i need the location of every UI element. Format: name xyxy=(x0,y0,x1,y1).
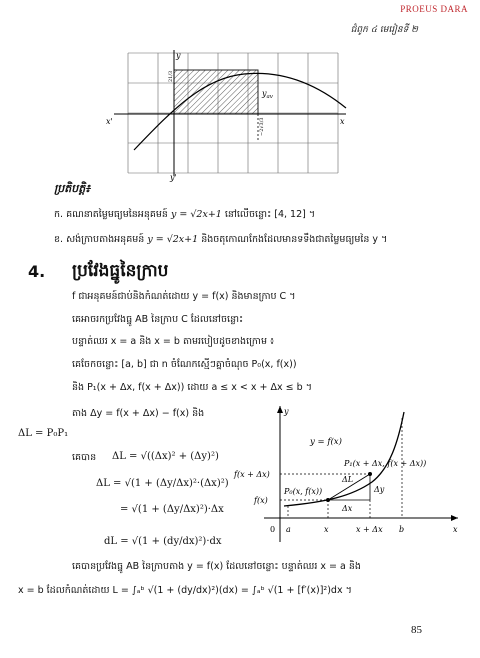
fig-tick-right: −2√3/3 xyxy=(259,117,265,136)
exercise-item-2 xyxy=(54,233,387,247)
average-rectangle xyxy=(174,70,258,114)
rf-label-origin: 0 xyxy=(270,525,276,534)
eq-dl-definition: ΔL = P₀P₁ xyxy=(18,428,69,439)
exercise-text-after: នៅលើចន្លោះ [4, 12] ។ xyxy=(224,209,316,220)
average-value-figure xyxy=(106,48,354,182)
body-line: តាង Δy = f(x + Δx) − f(x) និង xyxy=(72,408,205,419)
fig-label-x-prime: x' xyxy=(106,117,113,126)
eq4: dL = √(1 + (dy/dx)²)·dx xyxy=(104,536,222,547)
section-title: ប្រវែងធ្នូនៃក្រាប xyxy=(72,261,169,281)
rf-label-p0: P₀(x, f(x)) xyxy=(284,487,323,496)
rf-label-dx: Δx xyxy=(342,504,353,513)
exercise-prefix: ក. xyxy=(54,209,64,220)
exercise-formula: y = √2x+1 xyxy=(171,209,222,220)
body-line: f ជាអនុគមន៍ជាប់និងកំណត់ដោយ y = f(x) និងមានក្រាប C ។ xyxy=(72,291,296,302)
rf-label-fx: f(x) xyxy=(254,496,268,505)
rf-label-fxdx: f(x + Δx) xyxy=(234,470,270,479)
rf-label-y: y xyxy=(284,407,289,416)
rf-tick-b: b xyxy=(399,525,405,534)
fig-tick-left: 21/3 xyxy=(168,70,174,82)
final-line: x = b ដែលកំណត់ដោយ L = ∫ₐᵇ √(1 + (dy/dx)²)(dx) = ∫ₐᵇ √(1 + [f′(x)]²)dx ។ xyxy=(18,585,352,596)
rf-label-curve: y = f(x) xyxy=(310,437,342,447)
rf-label-dl: ΔL xyxy=(342,475,354,484)
exercise-formula: y = √2x+1 xyxy=(147,234,199,245)
body-line: និង P₁(x + Δx, f(x + Δx)) ដោយ a ≤ x < x + Δx ≤ b ។ xyxy=(72,382,312,393)
fig-label-yav: $y_{av}$ xyxy=(262,89,273,100)
exercise-text: សង់ក្រាបតាងអនុគមន៍ xyxy=(66,234,145,245)
rf-point-p0 xyxy=(326,498,330,502)
exercise-prefix: ខ. xyxy=(54,234,64,245)
eq2: ΔL = √(1 + (Δy/Δx)²·(Δx)²) xyxy=(96,478,229,489)
rf-tick-x: x xyxy=(324,525,329,534)
chapter-label: ជំពូក ៤ មេរៀនទី ២ xyxy=(350,25,418,35)
rf-label-x: x xyxy=(453,525,458,534)
section-number: 4. xyxy=(28,262,46,281)
fig-label-y-prime: y' xyxy=(170,173,177,182)
eq1: ΔL = √((Δx)² + (Δy)²) xyxy=(112,451,219,462)
arc-length-figure xyxy=(232,402,464,550)
rf-tick-a: a xyxy=(286,525,291,534)
eq3: = √(1 + (Δy/Δx)²)·Δx xyxy=(120,504,224,515)
exercise-heading: ប្រតិបត្តិ៖ xyxy=(54,182,91,195)
exercise-item-1 xyxy=(54,208,315,222)
rf-tick-xdx: x + Δx xyxy=(356,525,383,534)
page-number: 85 xyxy=(411,624,422,636)
eq1-prefix: គេបាន xyxy=(72,452,97,463)
rf-label-dy: Δy xyxy=(374,485,385,494)
body-line: គេចែកចន្លោះ [a, b] ជា n ចំណែកស្មើៗគ្នាចំណុច P₀(x, f(x)) xyxy=(72,359,297,370)
exercise-text-after: និងចតុកោណកែងដែលមានទទឹងជាតម្លៃមធ្យមនៃ y ។ xyxy=(201,234,388,245)
brand-label: PROEUS DARA xyxy=(400,4,468,14)
body-line: គេអាចរកប្រវែងធ្នូ AB នៃក្រាប C ដែលនៅចន្លោះ xyxy=(72,314,244,325)
rf-label-p1: P₁(x + Δx, f(x + Δx)) xyxy=(344,459,427,468)
body-line: បន្ទាត់ឈរ x = a និង x = b តាមរបៀបដូចខាងក្រោម ៖ xyxy=(72,336,275,347)
fig-label-x: x xyxy=(340,117,345,126)
fig-label-y: y xyxy=(176,51,181,60)
final-line: គេបានប្រវែងធ្នូ AB នៃក្រាបតាង y = f(x) ដែលនៅចន្លោះ បន្ទាត់ឈរ x = a និង xyxy=(72,561,361,572)
exercise-text: គណនាតម្លៃមធ្យមនៃអនុគមន៍ xyxy=(66,209,168,220)
rf-point-p1 xyxy=(368,472,372,476)
